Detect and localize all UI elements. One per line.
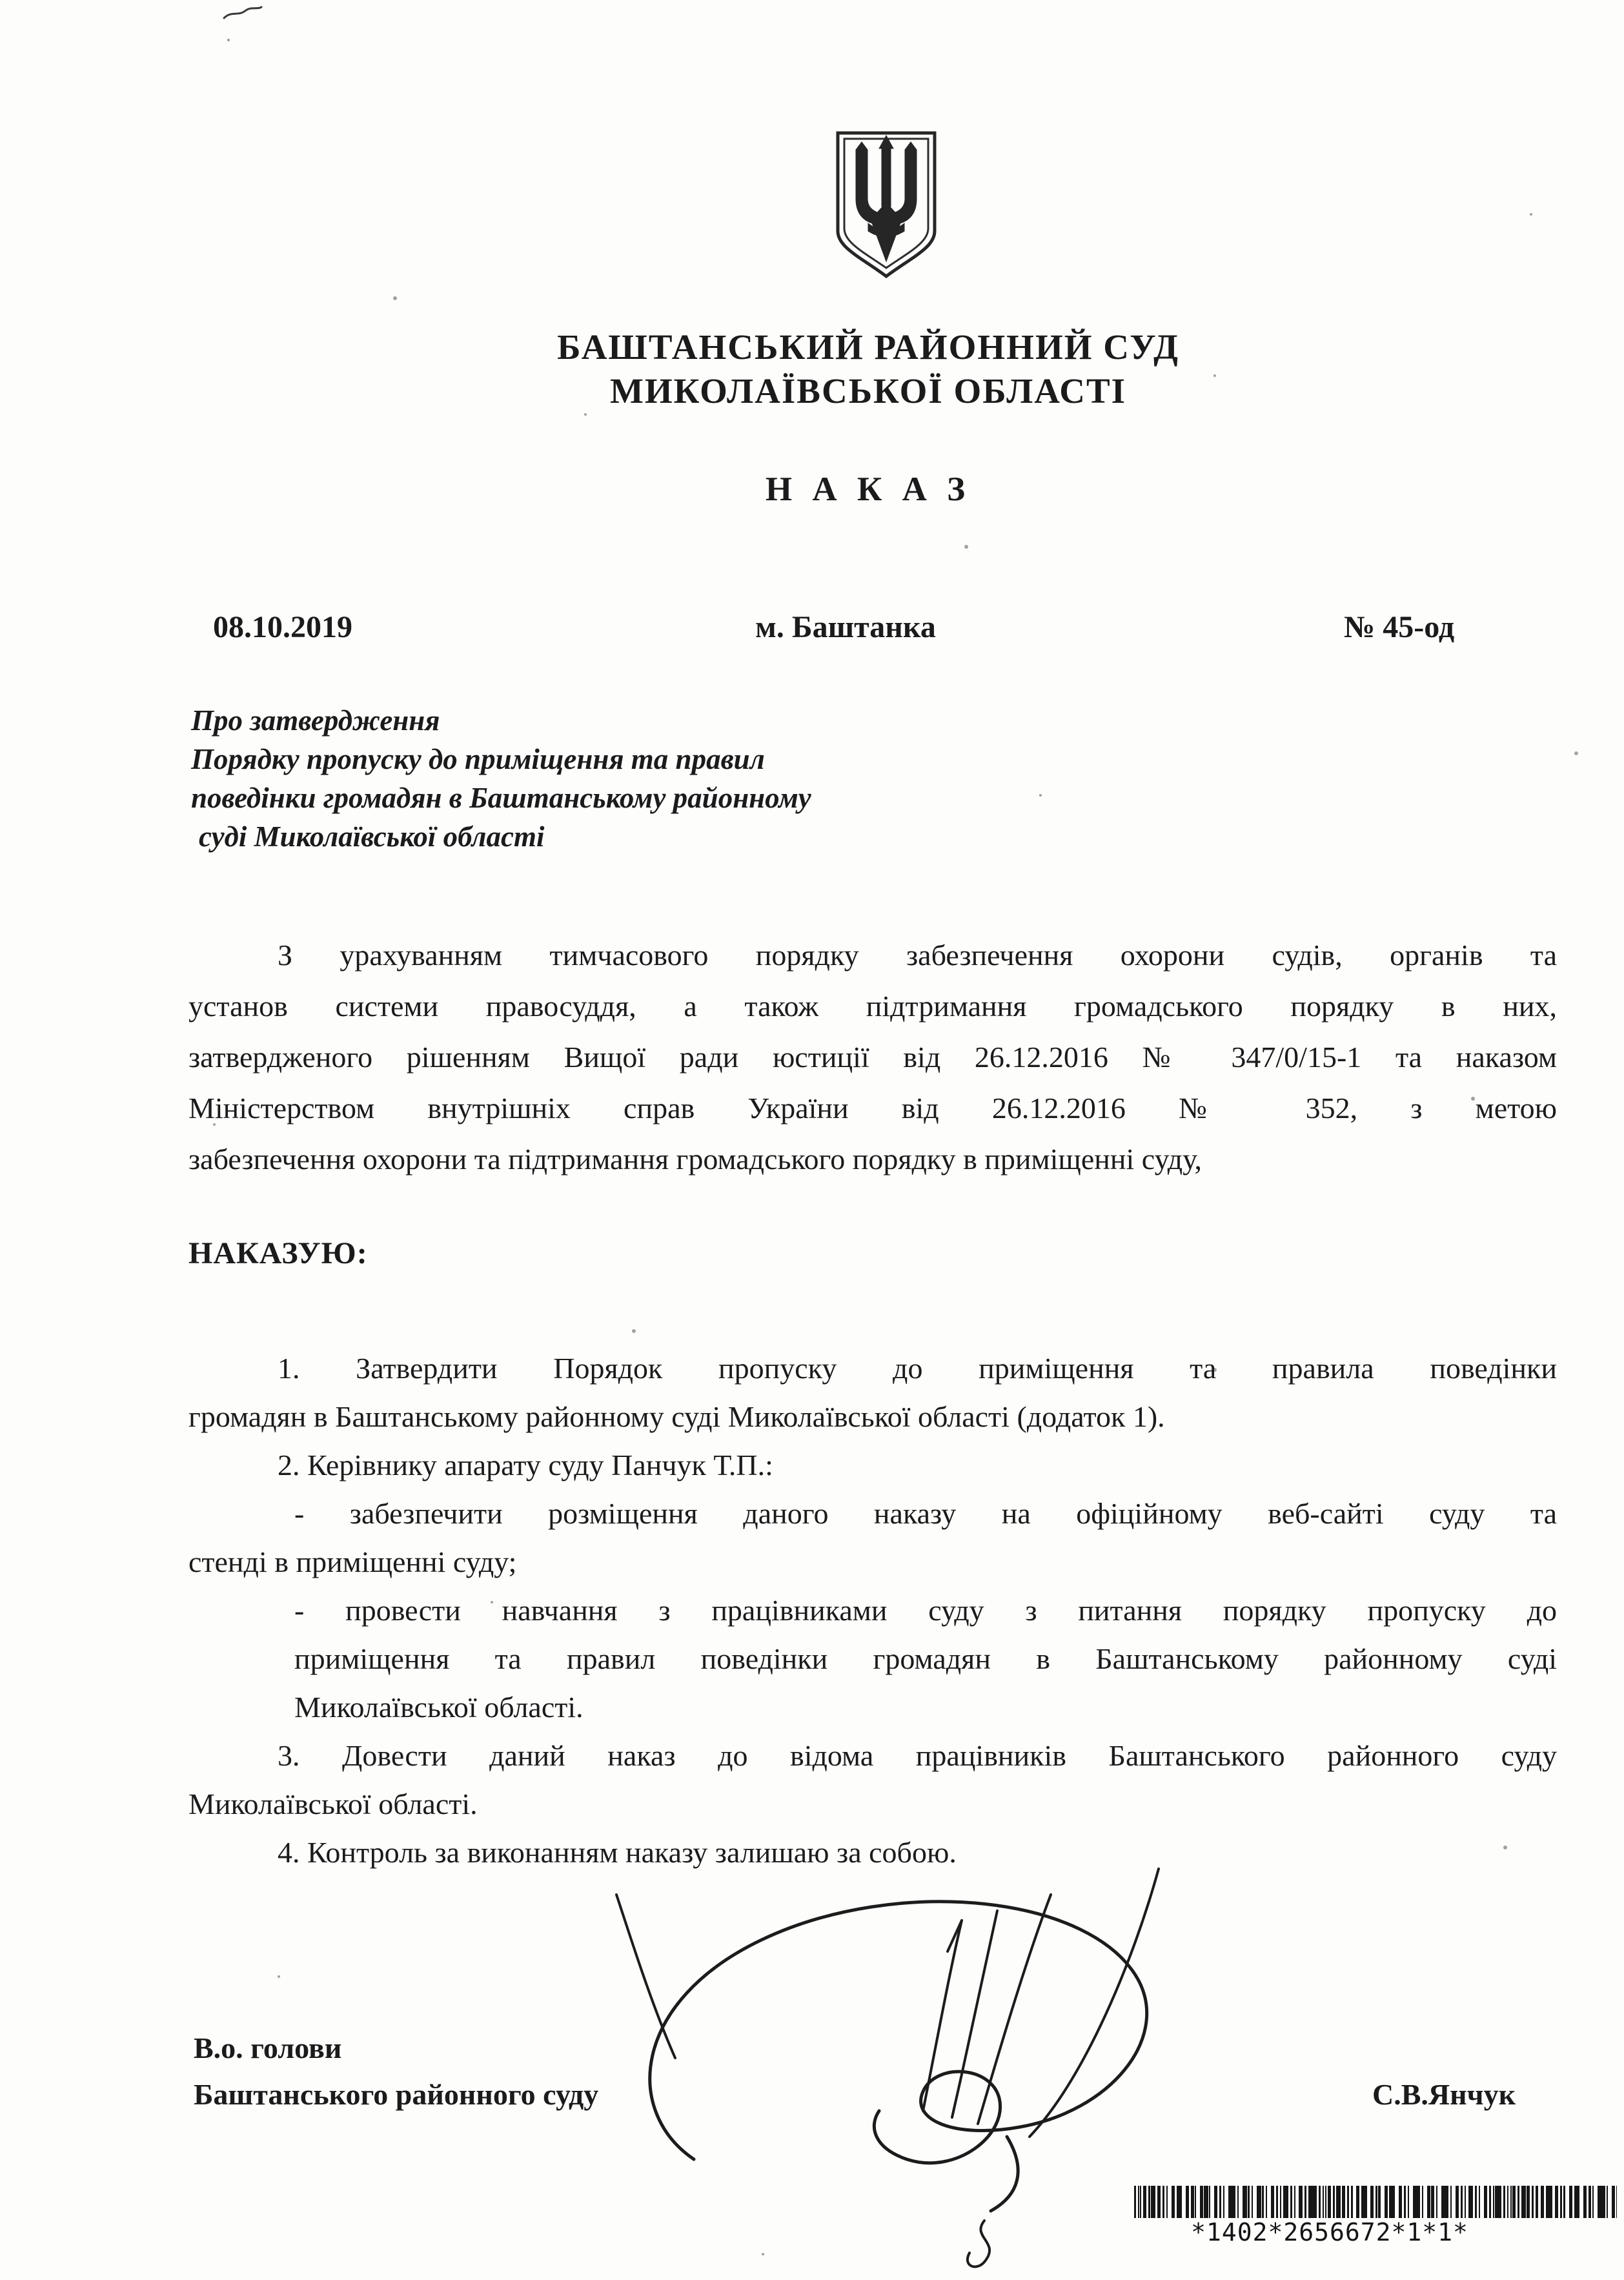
order-line: - забезпечити розміщення даного наказу на офіційному веб-сайті суду та (294, 1497, 1557, 1530)
intro-line: затвердженого рішенням Вищої ради юстиції від 26.12.2016 № 347/0/15-1 та наказом (188, 1041, 1557, 1074)
subject-line: поведінки громадян в Баштанському районному (191, 782, 811, 814)
barcode-icon (1134, 2186, 1617, 2218)
subject-line: Про затвердження (191, 704, 440, 737)
intro-line: З урахуванням тимчасового порядку забезпечення охорони судів, органів та (278, 939, 1557, 972)
court-name (336, 325, 1401, 413)
document-date: 08.10.2019 (213, 610, 352, 644)
signatory-role-line2: Баштанського районного суду (194, 2078, 599, 2111)
court-name-line2: МИКОЛАЇВСЬКОЇ ОБЛАСТІ (609, 371, 1127, 411)
scan-noise-speckles (227, 39, 230, 41)
order-items (188, 1344, 1557, 1877)
subject-block (191, 701, 1030, 856)
intro-line: Міністерством внутрішніх справ України від 26.12.2016 № 352, з метою (188, 1092, 1557, 1125)
coat-of-arms-icon (831, 128, 942, 283)
document-title: Н А К А З (765, 471, 971, 508)
court-name-line1: БАШТАНСЬКИЙ РАЙОННИЙ СУД (557, 327, 1179, 367)
decree-keyword: НАКАЗУЮ: (188, 1236, 368, 1270)
order-line: стенді в приміщенні суду; (188, 1545, 517, 1578)
subject-line: Порядку пропуску до приміщення та правил (191, 743, 765, 775)
subject-line: суді Миколаївської області (199, 820, 545, 853)
signatory-role-line1: В.о. голови (194, 2031, 342, 2064)
intro-line: установ системи правосуддя, а також підтримання громадського порядку в них, (188, 990, 1557, 1023)
order-line: Миколаївської області. (188, 1787, 478, 1820)
intro-line: забезпечення охорони та підтримання громадського порядку в приміщенні суду, (188, 1143, 1202, 1176)
order-line: - провести навчання з працівниками суду з питання порядку пропуску до (294, 1594, 1557, 1627)
order-line: Миколаївської області. (294, 1691, 584, 1724)
order-line: 3. Довести даний наказ до відома працівників Баштанського районного суду (278, 1739, 1557, 1772)
order-line: громадян в Баштанському районному суді Миколаївської області (додаток 1). (188, 1400, 1165, 1433)
document-place: м. Баштанка (755, 610, 936, 644)
pen-scribble-mark (223, 5, 263, 25)
order-line: 4. Контроль за виконанням наказу залишаю за собою. (278, 1836, 957, 1869)
barcode-text: *1402*2656672*1*1* (1191, 2218, 1468, 2246)
order-line: 1. Затвердити Порядок пропуску до приміщення та правила поведінки (278, 1352, 1557, 1385)
order-line: приміщення та правил поведінки громадян в Баштанському районному суді (294, 1642, 1557, 1675)
dateline-row (0, 609, 1624, 655)
order-line: 2. Керівнику апарату суду Панчук Т.П.: (278, 1449, 773, 1481)
intro-paragraph (188, 930, 1557, 1185)
document-number: № 45-од (1344, 610, 1455, 644)
signatory-name: С.В.Янчук (1372, 2078, 1516, 2111)
